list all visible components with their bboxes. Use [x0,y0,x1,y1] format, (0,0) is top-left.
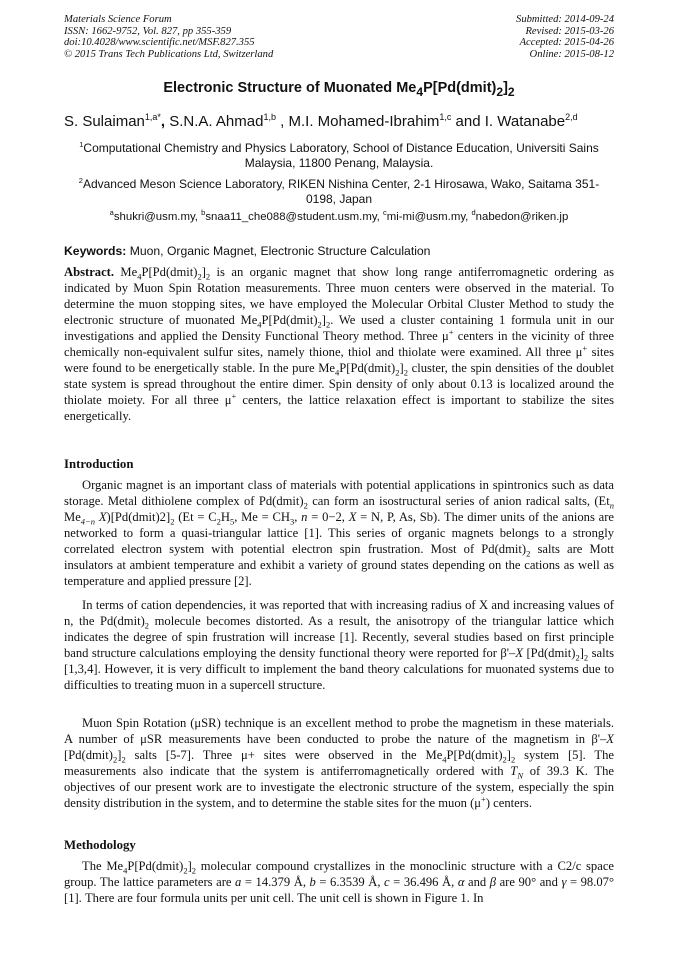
author-list [64,112,624,130]
author-name: I. Watanabe [484,113,566,130]
email-address[interactable]: snaa11_che088@student.usm.my, [205,210,383,223]
affiliation-number: 2 [78,176,83,185]
title-text: P[Pd(dmit) [423,80,497,96]
author-affil-mark: 2,d [565,112,578,122]
intro-paragraph: Organic magnet is an important class of materials with potential applications in spintronics such as data storage. Metal dithiolene complex of $Pd(dmit)_2$ can form an isostructural series of anion radical salts, ($Et_n$ $Me_{4-n}$ $X)[Pd(dmit)2]_2$ ($Et = C_2H_5$, $Me = CH_3$, n = 0−2, X = N, P, As, Sb). The dimer units of the anions are networked to form a quasi-triangular lattice [1]. This series of organic magnets belongs to a strongly correlated electron system with potential electron spin frustration. Most of $Pd(dmit)_2$ salts are Mott insulators at ambient temperature and exhibit a variety of ground states depending on the cations as well as temperature and applied pressure [2]. [64,478,615,588]
date-revised: Revised: 2015-03-26 [525,25,614,37]
author-separator: and [451,113,485,130]
email-mark: b [201,208,206,217]
affiliation-1 [64,137,614,171]
abstract [64,264,614,424]
copyright: © 2015 Trans Tech Publications Ltd, Switzerland [64,49,274,61]
email-address[interactable]: nabedon@riken.jp [475,210,569,223]
affiliation-text: Computational Chemistry and Physics Laboratory, School of Distance Education, Universiti Sains Malaysia, 11800 Penang, Malaysia. [83,141,599,170]
keywords-list: Muon, Organic Magnet, Electronic Structure Calculation [126,244,431,258]
email-address[interactable]: shukri@usm.my, [113,210,202,223]
author-separator: , [160,113,170,130]
date-submitted: Submitted: 2014-09-24 [516,14,614,25]
doi: doi:10.4028/www.scientific.net/MSF.827.355 [64,37,255,49]
keywords-label: Keywords: [64,244,127,258]
date-accepted: Accepted: 2015-04-26 [519,37,614,49]
email-address[interactable]: mi-mi@usm.my, [386,210,472,223]
journal-info [64,14,273,61]
author-name: M.I. Mohamed-Ibrahim [288,113,440,130]
intro-paragraph: Muon Spin Rotation (μSR) technique is an excellent method to probe the magnetism in these materials. A number of μSR measurements have been conducted to probe the nature of the magnetism in β'–X $[Pd(dmit)_2]_2$ salts [5-7]. Three μ+ sites were observed in the $Me_4P[Pd(dmit)_2]_2$ system [5]. The measurements also indicate that the system is antiferromagnetically ordered with $T_N$ of 39.3 K. The objectives of our present work are to investigate the electronic structure of the system, especially the spin density distribution in the system, and to determine the stable sites for the muon (μ+) centers. [64,716,614,810]
section-heading-methodology: Methodology [64,838,136,852]
title-text: Electronic Structure of Muonated Me [163,80,417,96]
email-mark: c [383,208,387,217]
author-name: S.N.A. Ahmad [169,113,264,130]
title-text: ] [503,80,508,96]
intro-paragraph: In terms of cation dependencies, it was reported that with increasing radius of X and increasing values of n, the $Pd(dmit)_2$ molecule becomes distorted. As a result, the anisotropy of the triangular lattice which indicates the degree of spin frustration will increase [1]. Recently, several studies based on first principle band structure calculations employing the density functional theory were reported for β'–X $[Pd(dmit)_2]_2$ salts [1,3,4]. However, it is very difficult to implement the band theory calculations for muonated systems due to difficulties to treating muon in a supercell structure. [64,598,614,692]
author-affil-mark: 1,a* [144,112,161,122]
section-heading-introduction: Introduction [64,457,134,471]
abstract-text: $Me_4P[Pd(dmit)_2]_2$ is an organic magnet that show long range antiferromagnetic ordering as indicated by Muon Spin Rotation measurements. Three muon centers were observed in the material. To determine the muon stopping sites, we have employed the Molecular Orbital Cluster Method to study the electronic structure of muonated $Me_4P[Pd(dmit)_2]_2$. We used a cluster containing 1 formula unit in our investigations and applied the Density Functional Theory method. Three μ+ centers in the vicinity of three chemically non-equivalent sulfur sites, namely thione, thiol and thiolate were examined. All three μ+ sites were found to be energetically stable. In the pure $Me_4P[Pd(dmit)_2]_2$ cluster, the spin densities of the doublet state system is spread throughout the entire dimer. Spin density of only about 0.13 is localized around the thiolate moiety. For all three μ+ centers, the lattice relaxation effect is important to stabilize the sites energetically. [64,265,614,423]
email-mark: d [471,208,476,217]
affiliation-2 [64,173,614,207]
author-name: S. Sulaiman [64,113,145,130]
publication-dates [516,14,614,61]
methodology-paragraph: The $Me_4P[Pd(dmit)_2]_2$ molecular compound crystallizes in the monoclinic structure with a C2/c space group. The lattice parameters are a = 14.379 Å, b = 6.3539 Å, c = 36.496 Å, α and β are 90° and γ = 98.07° [1]. There are four formula units per unit cell. The unit cell is shown in Figure 1. In [64,859,614,905]
affiliation-number: 1 [79,140,84,149]
author-separator: , [275,113,289,130]
author-affil-mark: 1,b [263,112,276,122]
date-online: Online: 2015-08-12 [529,49,614,61]
abstract-label: Abstract. [64,265,115,279]
author-affil-mark: 1,c [439,112,452,122]
title-subscript: 2 [496,84,504,99]
issn-volume: ISSN: 1662-9752, Vol. 827, pp 355-359 [64,25,232,37]
keywords [64,244,614,258]
journal-name: Materials Science Forum [64,14,172,25]
email-mark: a [109,208,114,217]
author-emails [64,208,614,223]
paper-title [64,80,614,99]
affiliation-text: Advanced Meson Science Laboratory, RIKEN Nishina Center, 2-1 Hirosawa, Wako, Saitama 351-0198, Japan [82,177,600,206]
title-subscript: 4 [416,84,424,99]
title-subscript: 2 [507,84,515,99]
